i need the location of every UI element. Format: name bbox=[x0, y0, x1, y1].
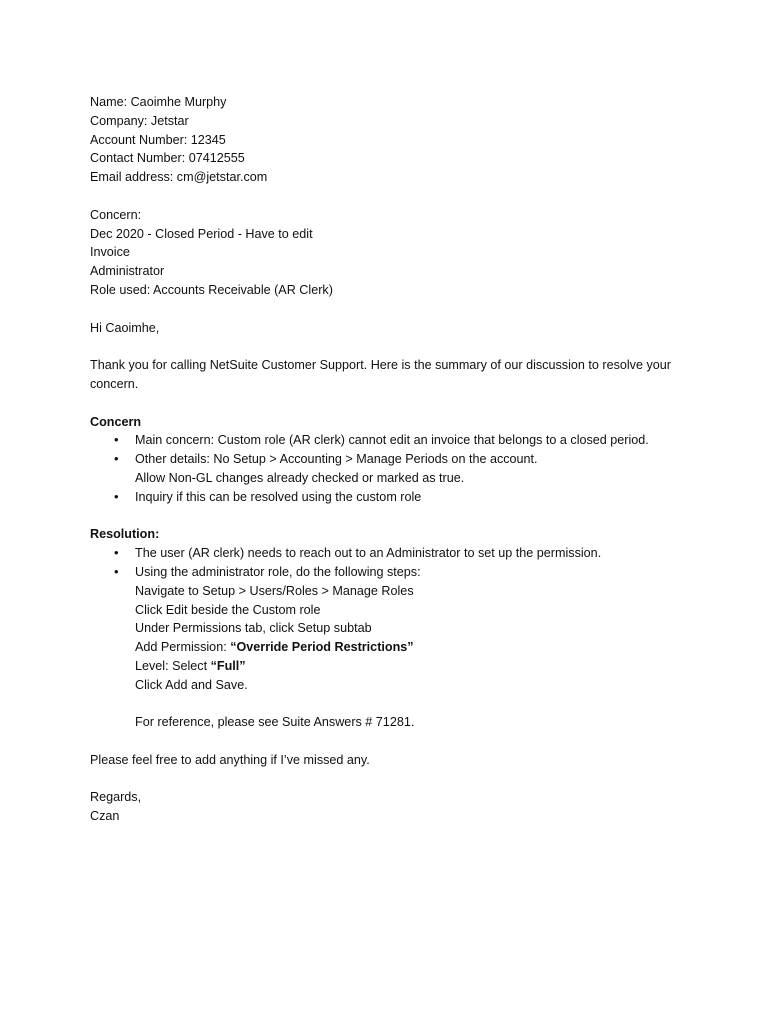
concern-line: Administrator bbox=[90, 264, 165, 279]
resolution-list bbox=[90, 544, 730, 732]
bullet-icon: • bbox=[114, 451, 119, 467]
spacer bbox=[90, 770, 730, 789]
regards: Regards, bbox=[90, 790, 142, 805]
spacer bbox=[135, 695, 730, 714]
concern-heading: Concern bbox=[90, 414, 142, 429]
document-body bbox=[90, 93, 730, 826]
step-line: Under Permissions tab, click Setup subtab bbox=[135, 621, 372, 636]
permission-name: “Override Period Restrictions” bbox=[230, 640, 414, 655]
reference-line: For reference, please see Suite Answers # 71281. bbox=[135, 715, 415, 730]
intro-line: concern. bbox=[90, 376, 139, 391]
closing-line: Please feel free to add anything if I’ve missed any. bbox=[90, 752, 370, 767]
resolution-heading: Resolution: bbox=[90, 527, 160, 542]
concern-notes bbox=[90, 206, 730, 300]
bullet-icon: • bbox=[114, 545, 119, 561]
concern-line: Dec 2020 - Closed Period - Have to edit bbox=[90, 226, 313, 241]
customer-name: Name: Caoimhe Murphy bbox=[90, 95, 227, 109]
signature: Czan bbox=[90, 809, 120, 824]
spacer bbox=[90, 507, 730, 526]
step-prefix: Level: Select bbox=[135, 658, 211, 673]
list-item-text: Inquiry if this can be resolved using the custom role bbox=[135, 489, 422, 504]
step-line: Click Edit beside the Custom role bbox=[135, 602, 321, 617]
list-item bbox=[90, 431, 730, 450]
spacer bbox=[90, 732, 730, 751]
account-number: Account Number: 12345 bbox=[90, 132, 226, 147]
contact-number: Contact Number: 07412555 bbox=[90, 151, 245, 166]
list-item-text: Using the administrator role, do the following steps: bbox=[135, 564, 421, 579]
step-line bbox=[135, 657, 730, 676]
bullet-icon: • bbox=[114, 563, 119, 579]
concern-line: Role used: Accounts Receivable (AR Clerk) bbox=[90, 282, 333, 297]
list-item-text: Other details: No Setup > Accounting > Manage Periods on the account. bbox=[135, 452, 538, 467]
email-address: Email address: cm@jetstar.com bbox=[90, 170, 268, 185]
spacer bbox=[90, 337, 730, 356]
bullet-icon: • bbox=[114, 432, 119, 448]
step-line: Click Add and Save. bbox=[135, 677, 248, 692]
step-line bbox=[135, 638, 730, 657]
resolution-section bbox=[90, 525, 730, 732]
list-item bbox=[90, 488, 730, 507]
concern-list bbox=[90, 431, 730, 506]
concern-line: Invoice bbox=[90, 245, 130, 260]
spacer bbox=[90, 394, 730, 413]
intro-paragraph bbox=[90, 356, 730, 394]
bullet-icon: • bbox=[114, 488, 119, 504]
concern-section bbox=[90, 413, 730, 507]
list-item bbox=[90, 544, 730, 563]
greeting: Hi Caoimhe, bbox=[90, 320, 160, 335]
customer-company: Company: Jetstar bbox=[90, 113, 189, 128]
permission-level: “Full” bbox=[210, 658, 246, 673]
spacer bbox=[90, 187, 730, 206]
list-item-continuation: Allow Non-GL changes already checked or marked as true. bbox=[135, 470, 465, 485]
spacer bbox=[90, 300, 730, 319]
list-item bbox=[90, 563, 730, 732]
step-line: Navigate to Setup > Users/Roles > Manage Roles bbox=[135, 583, 414, 598]
concern-label: Concern: bbox=[90, 207, 142, 222]
intro-line: Thank you for calling NetSuite Customer Support. Here is the summary of our discussion to resolve your bbox=[90, 358, 671, 373]
list-item-text: Main concern: Custom role (AR clerk) cannot edit an invoice that belongs to a closed period. bbox=[135, 433, 649, 448]
list-item-text: The user (AR clerk) needs to reach out to an Administrator to set up the permission. bbox=[135, 546, 602, 561]
step-prefix: Add Permission: bbox=[135, 640, 231, 655]
contact-info bbox=[90, 93, 730, 187]
list-item bbox=[90, 450, 730, 488]
